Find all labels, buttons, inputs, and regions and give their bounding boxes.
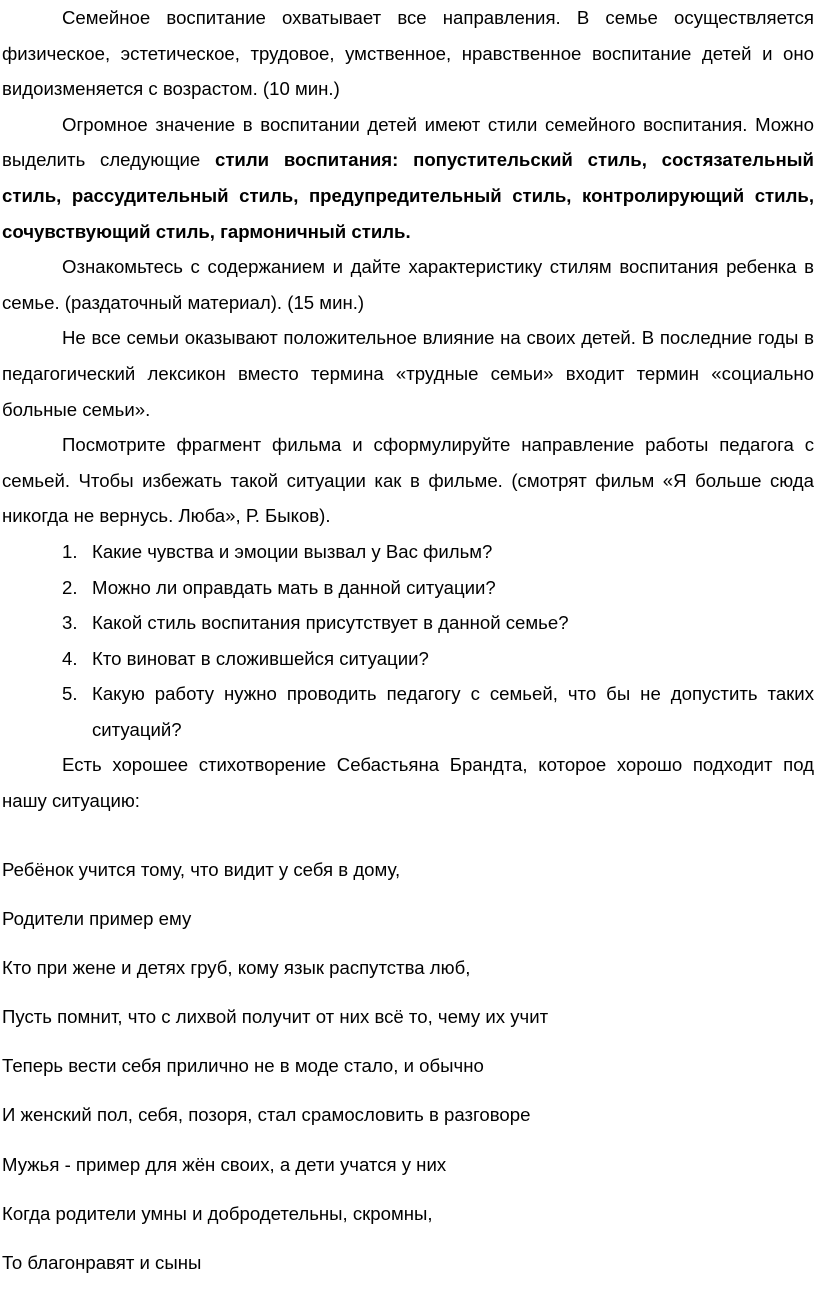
list-item-text: Можно ли оправдать мать в данной ситуации? — [92, 576, 496, 598]
list-item-number: 4. — [62, 647, 78, 669]
paragraph-handout-task: Ознакомьтесь с содержанием и дайте характеристику стилям воспитания ребенка в семье. (раздаточный материал). (15 мин.) — [2, 256, 814, 313]
poem-line: Кто при жене и детях груб, кому язык распутства люб, — [2, 957, 471, 979]
discussion-questions-list — [2, 534, 814, 748]
list-item-number: 5. — [62, 683, 78, 705]
poem-line: И женский пол, себя, позоря, стал срамословить в разговоре — [2, 1104, 531, 1126]
poem-line: Когда родители умны и добродетельны, скромны, — [2, 1202, 433, 1224]
list-item — [62, 676, 814, 747]
poem-line: Теперь вести себя прилично не в моде стало, и обычно — [2, 1055, 484, 1077]
poem-line: Ребёнок учится тому, что видит у себя в дому, — [2, 859, 401, 880]
list-item-number: 3. — [62, 612, 78, 634]
list-item — [62, 605, 814, 641]
paragraph-styles-intro: Огромное значение в воспитании детей имеют стили семейного воспитания. Можно выделить следующие — [2, 113, 814, 171]
list-item — [62, 534, 814, 570]
poem-line: Родители пример ему — [2, 908, 192, 930]
list-item-number: 1. — [62, 540, 78, 562]
list-item-text: Кто виноват в сложившейся ситуации? — [92, 647, 429, 669]
poem-line: Пусть помнит, что с лихвой получит от них всё то, чему их учит — [2, 1006, 549, 1028]
paragraph-film-task: Посмотрите фрагмент фильма и сформулируйте направление работы педагога с семьей. Чтобы избежать такой ситуации как в фильме. (смотрят фильм «Я больше сюда никогда не вернусь. Люба», Р. Быков). — [2, 434, 814, 527]
upbringing-styles-list: стили воспитания: попустительский стиль, состязательный стиль, рассудительный стиль, предупредительный стиль, контролирующий стиль, сочувствующий стиль, гармоничный стиль. — [2, 149, 814, 242]
list-item-text: Какие чувства и эмоции вызвал у Вас фильм? — [92, 540, 493, 562]
document-body — [2, 0, 814, 819]
paragraph-sick-families: Не все семьи оказывают положительное влияние на своих детей. В последние годы в педагогический лексикон вместо термина «трудные семьи» входит термин «социально больные семьи». — [2, 327, 814, 420]
paragraph-upbringing-styles — [2, 107, 814, 249]
list-item-text: Какой стиль воспитания присутствует в данной семье? — [92, 612, 569, 634]
poem-line: Мужья - пример для жён своих, а дети учатся у них — [2, 1153, 447, 1175]
list-item-text: Какую работу нужно проводить педагогу с семьей, что бы не допустить таких ситуаций? — [92, 683, 814, 740]
list-item — [62, 641, 814, 677]
list-item-number: 2. — [62, 576, 78, 598]
poem-line: То благонравят и сыны — [2, 1251, 202, 1273]
paragraph-family-upbringing: Семейное воспитание охватывает все направления. В семье осуществляется физическое, эстетическое, трудовое, умственное, нравственное воспитание детей и оно видоизменяется с возрастом. (10 мин.) — [2, 7, 814, 100]
list-item — [62, 570, 814, 606]
poem-brandt — [2, 852, 814, 1294]
paragraph-poem-intro: Есть хорошее стихотворение Себастьяна Брандта, которое хорошо подходит под нашу ситуацию: — [2, 754, 814, 812]
